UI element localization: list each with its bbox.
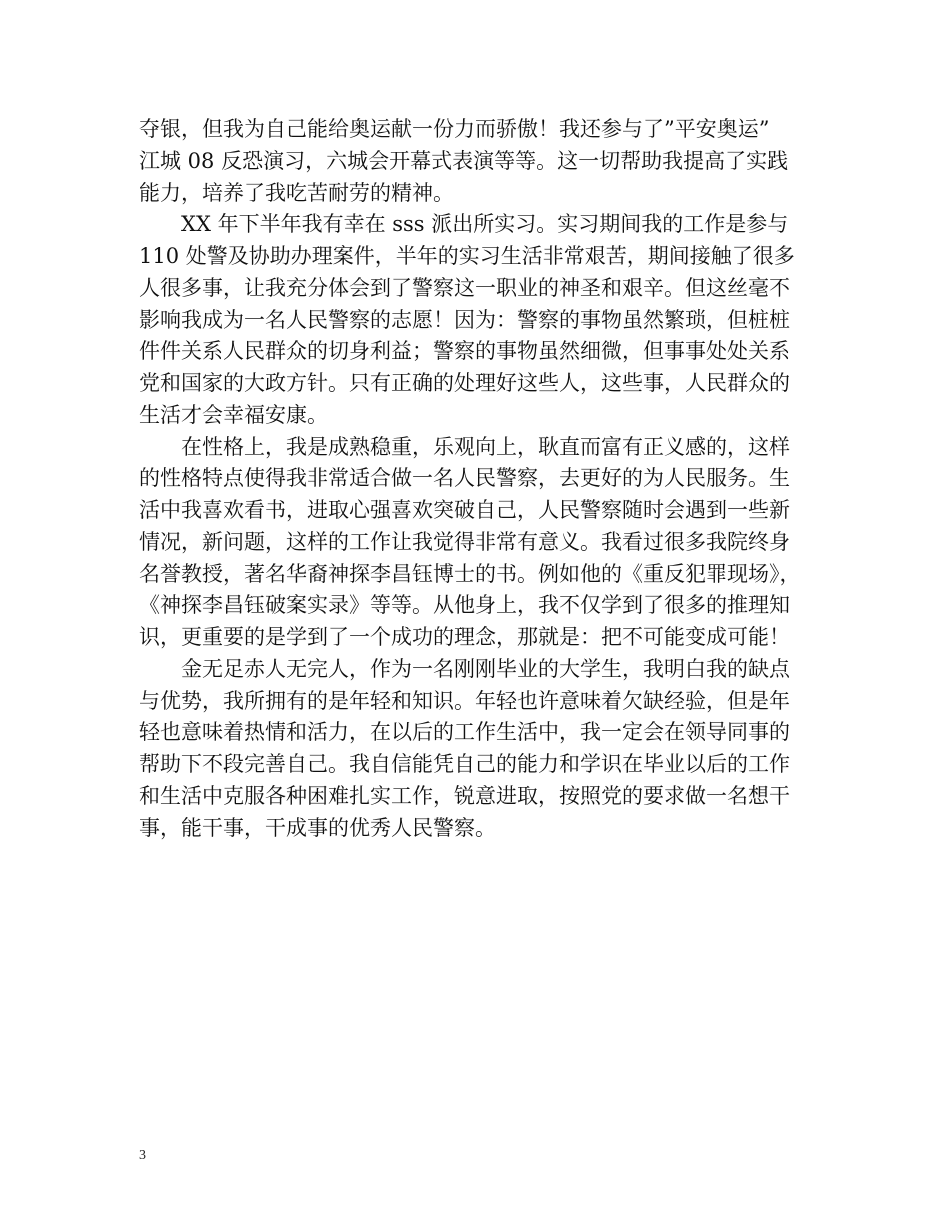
- text-line: 事，能干事，干成事的优秀人民警察。: [139, 815, 496, 840]
- text-line: 情况，新问题，这样的工作让我觉得非常有意义。我看过很多我院终身: [139, 529, 790, 554]
- text-line: 影响我成为一名人民警察的志愿！因为：警察的事物虽然繁琐，但桩桩: [139, 307, 790, 332]
- paragraph-start-line: 在性格上，我是成熟稳重，乐观向上，耿直而富有正义感的，这样: [181, 434, 790, 459]
- paragraph-start-line: 金无足赤人无完人，作为一名刚刚毕业的大学生，我明白我的缺点: [181, 656, 790, 681]
- page-number: 3: [139, 1148, 146, 1163]
- text-line: 夺银，但我为自己能给奥运献一份力而骄傲！我还参与了”平安奥运”: [139, 117, 770, 141]
- text-line: 能力，培养了我吃苦耐劳的精神。: [139, 180, 454, 205]
- text-line: 生活才会幸福安康。: [139, 402, 328, 427]
- text-line: 名誉教授，著名华裔神探李昌钰博士的书。例如他的《重反犯罪现场》，: [139, 561, 801, 586]
- text-line: 人很多事，让我充分体会到了警察这一职业的神圣和艰辛。但这丝毫不: [139, 275, 790, 300]
- paragraph-start-line: XX 年下半年我有幸在 sss 派出所实习。实习期间我的工作是参与: [181, 212, 789, 237]
- text-line: 活中我喜欢看书，进取心强喜欢突破自己，人民警察随时会遇到一些新: [139, 498, 790, 522]
- text-line: 江城 08 反恐演习，六城会开幕式表演等等。这一切帮助我提高了实践: [139, 148, 789, 173]
- text-line: 轻也意味着热情和活力，在以后的工作生活中，我一定会在领导同事的: [139, 720, 790, 745]
- text-line: 与优势，我所拥有的是年轻和知识。年轻也许意味着欠缺经验，但是年: [139, 688, 790, 713]
- text-line: 的性格特点使得我非常适合做一名人民警察，去更好的为人民服务。生: [139, 466, 790, 491]
- text-line: 和生活中克服各种困难扎实工作，锐意进取，按照党的要求做一名想干: [139, 783, 790, 808]
- text-line: 帮助下不段完善自己。我自信能凭自己的能力和学识在毕业以后的工作: [139, 752, 790, 776]
- text-line: 识，更重要的是学到了一个成功的理念，那就是：把不可能变成可能！: [139, 625, 790, 649]
- body-text: [139, 114, 829, 844]
- text-line: 党和国家的大政方针。只有正确的处理好这些人，这些事，人民群众的: [139, 371, 790, 395]
- text-line: 《神探李昌钰破案实录》等等。从他身上，我不仅学到了很多的推理知: [139, 593, 790, 618]
- text-line: 件件关系人民群众的切身利益；警察的事物虽然细微，但事事处处关系: [139, 339, 790, 364]
- text-line: 110 处警及协助办理案件，半年的实习生活非常艰苦，期间接触了很多: [139, 244, 795, 268]
